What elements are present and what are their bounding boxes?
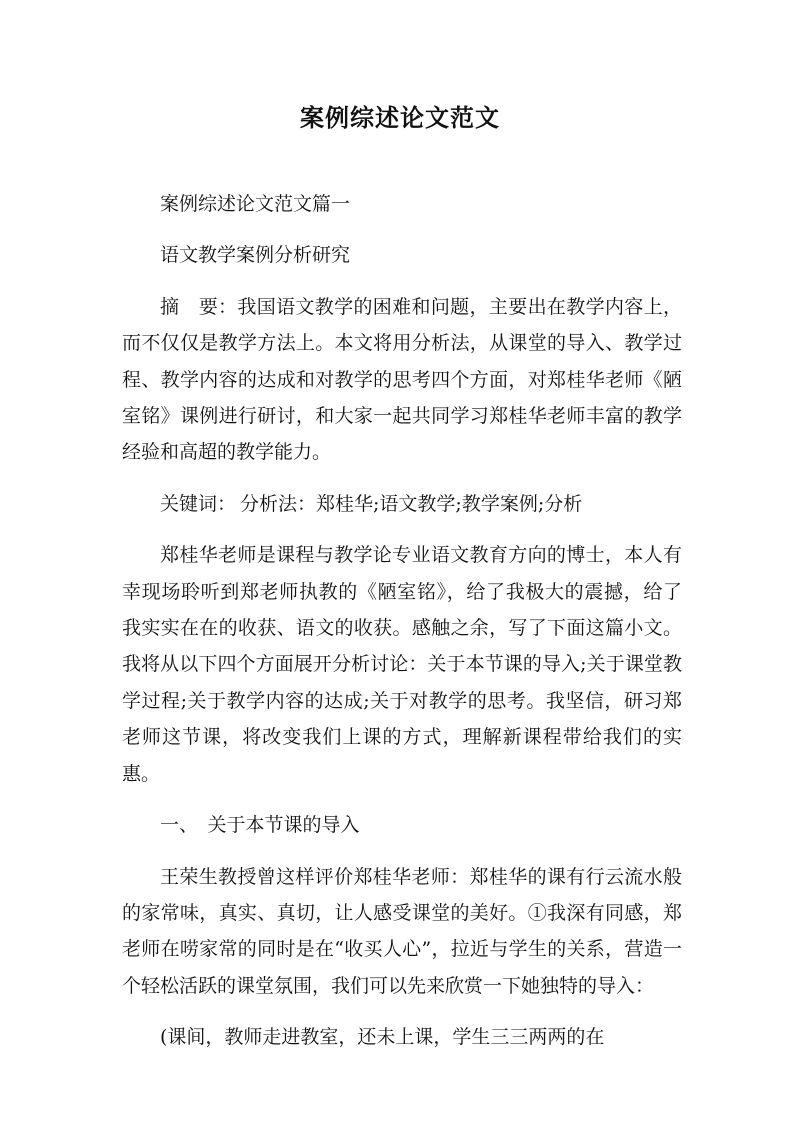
document-title: 案例综述论文范文 — [300, 103, 500, 132]
section-one-paragraph: 王荣生教授曾这样评价郑桂华老师：郑桂华的课有行云流水般的家常味，真实、真切，让人感受课堂的美好。①我深有同感，郑老师在唠家常的同时是在“收买人心”，拉近与学生的关系，营造一个轻松活跃的课堂氛围，我们可以先来欣赏一下她独特的导入： — [122, 865, 682, 997]
abstract-paragraph: 摘 要：我国语文教学的困难和问题，主要出在教学内容上，而不仅仅是教学方法上。本文将用分析法，从课堂的导入、教学过程、教学内容的达成和对教学的思考四个方面，对郑桂华老师《陋室铭》课例进行研讨，和大家一起共同学习郑桂华老师丰富的教学经验和高超的教学能力。 — [122, 295, 682, 464]
keywords-line — [122, 486, 682, 522]
keywords-label: 关键词： — [160, 492, 237, 515]
section-one-heading: 一、 关于本节课的导入 — [160, 814, 360, 837]
document-body — [122, 186, 682, 1056]
final-paragraph: (课间，教师走进教室，还未上课，学生三三两两的在 — [160, 1026, 605, 1049]
keywords-value: 分析法：郑桂华;语文教学;教学案例;分析 — [240, 492, 583, 515]
section-heading: 案例综述论文范文篇一 — [160, 193, 351, 215]
article-title: 语文教学案例分析研究 — [160, 244, 351, 267]
intro-paragraph: 郑桂华老师是课程与教学论专业语文教育方向的博士，本人有幸现场聆听到郑老师执教的《陋室铭》，给了我极大的震撼，给了我实实在在的收获、语文的收获。感触之余，写了下面这篇小文。我将从以下四个方面展开分析讨论：关于本节课的导入;关于课堂教学过程;关于教学内容的达成;关于对教学的思考。我坚信，研习郑老师这节课，将改变我们上课的方式，理解新课程带给我们的实惠。 — [122, 544, 682, 785]
